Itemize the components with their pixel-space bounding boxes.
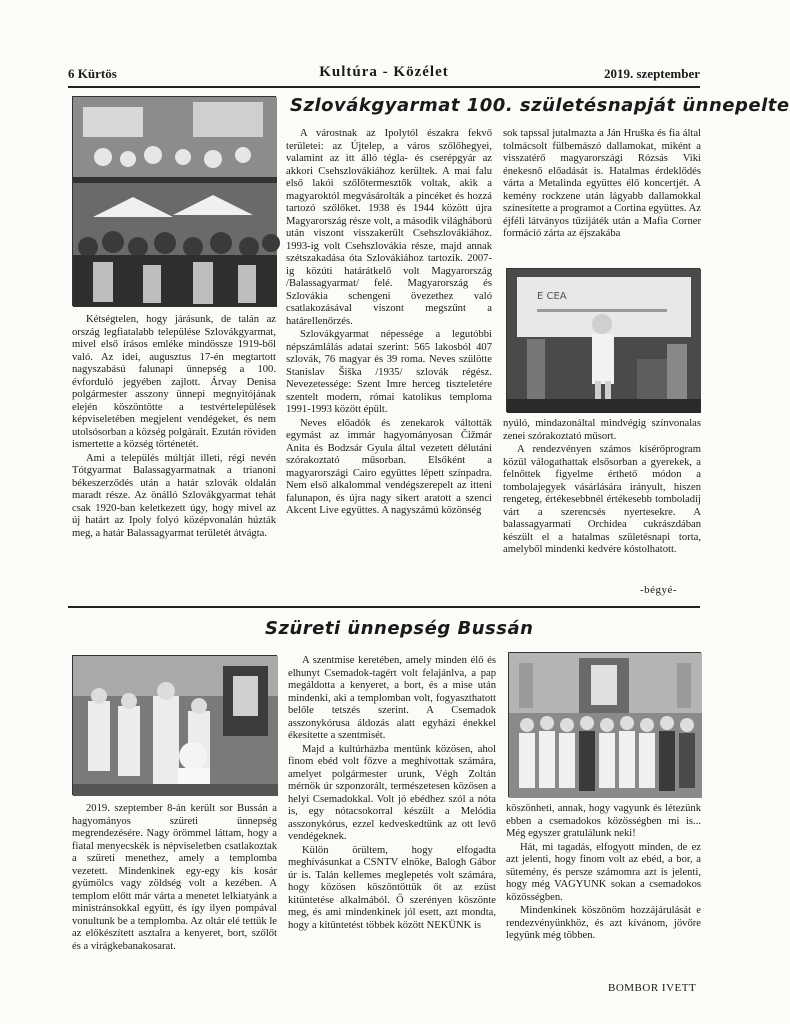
stage-singer-photo [506, 268, 700, 412]
page-header [68, 64, 700, 84]
article1-column-3b [503, 418, 701, 558]
article-divider [68, 606, 700, 608]
article2-signature: BOMBOR IVETT [608, 982, 697, 994]
paragraph: Kétségtelen, hogy járásunk, de talán az ország legfiatalabb települése Szlovákgyarmat, mivel első írásos emléke mindössze 1919-ből való. Az idei, augusztus 17-én megtartott nagyszabású falunapi ünnepség a 100. évforduló jegyében zajlott. Árvay Denisa polgármester asszony ünnepi megnyitójának elején köszöntötte a testvértelepülések képviseletében megjelent vendégeket, és nem utolsósorban a község polgárait. Ezután röviden ismertette a község történetét. [72, 314, 276, 450]
article2-column-2 [288, 655, 496, 933]
article1-column-3a [503, 128, 701, 242]
page-number: 6 Kürtös [68, 66, 117, 81]
procession-photo [72, 655, 277, 795]
section-title: Kultúra - Közélet [319, 64, 449, 80]
paragraph: 2019. szeptember 8-án került sor Bussán a hagyományos szüreti ünnepség megrendezésére. Nagy örömmel láttam, hogy a fiatal menyecskék is népviseletben csatlakoztak a szüreti menethez, amely a templomba vezetett. Mindenkinek egy-egy kis kosár gyümölcs vagy zöldség volt a kezében. A templom előtt már várta a menetet lelkiatyánk a ministránsokkal együtt, és így ilyen pompával vonultunk be a templomba. Az oltár elé tettük le az előkészített asztalra a kenyeret, bort, szőlőt és a virágkebanakosarat. [72, 803, 277, 952]
article2-column-3 [506, 803, 701, 944]
paragraph: sok tapssal jutalmazta a Ján Hruška és fia által tolmácsolt fülbemászó dallamokat, miként a visszatérő magyarországi Rózsás Viki énekesnő előadását is. Hatalmas érdeklődés várta a Metalinda együttes élő koncertjét. A kemény rockzene után lágyabb dallamokkal színesítette a programot a Cortina együttes. Az éjféli látványos tűzijáték után a Mafia Corner formáció zárta az éjszakába [503, 128, 701, 239]
paragraph: Ami a település múltját illeti, régi nevén Tótgyarmat Balassagyarmatnak a trianoni békeszerződés után a határ szlovák oldalán maradt része. Az önálló Szlovákgyarmat tehát csak 1920-ban keletkezett úgy, hogy mivel az új határt az Ipoly folyó középvonalán húzták meg, a határ Balassagyarmat területét átvágta. [72, 452, 276, 539]
paragraph: köszönheti, annak, hogy vagyunk és létezünk ebben a csemadokos közösségben mi is... Még egyszer gratulálunk neki! [506, 803, 701, 839]
paragraph: Hát, mi tagadás, elfogyott minden, de ez azt jelenti, hogy finom volt az ebéd, a bor, a sütemény, és persze számomra azt is jelenti, hogy még VAGYUNK sokan a csemadokos közösségben. [506, 841, 701, 903]
paragraph: A rendezvényen számos kísérőprogram közül válogathattak elsősorban a gyerekek, a felnőttek figyelme érthető módon a tombolajegyek vásárlására irányult, hiszen rengeteg, értékesebbnél értékesebb tomboladíj várt a szerencsés nyertesekre. A balassagyarmati Orchidea cukrászdában készült el a hatalmas születésnapi torta, amelyből mindenki kedvére kóstolhatott. [503, 444, 701, 555]
article2-column-1 [72, 803, 277, 954]
paragraph: Külön örültem, hogy elfogadta meghívásunkat a CSNTV elnöke, Balogh Gábor úr is. Talán kellemes meglepetés volt számára, hogy közösen köszöntöttük őt az ezüst kitüntetése alkalmából. Ő szerényen köszönte meg, és ami mindenkinek jól esett, azt mondta, hogy a kitüntetést többek között NEKÜNK is [288, 844, 496, 931]
paragraph: Neves előadók és zenekarok váltották egymást az immár hagyományosan Čižmár Anita és Bodzsár Gyula által vezetett délutáni szórakoztató műsorban. Elsőként a magyarországi Cairo együttes lépett színpadra. Nem első alkalommal vendégszerepelt az itteni falunapon, és újra nagy sikert aratott a szenci Akcent Live együttes. A nagyszámú közönség [286, 417, 492, 516]
paragraph: nyúló, mindazonáltal mindvégig színvonalas zenei szórakoztató műsort. [503, 418, 701, 442]
article2-title: Szüreti ünnepség Bussán [265, 618, 534, 639]
stage-banner-text: E CEA [537, 291, 567, 302]
article1-signature: -bégyé- [640, 584, 678, 596]
article1-column-1 [72, 314, 276, 541]
article1-title: Szlovákgyarmat 100. születésnapját ünnepelte [290, 95, 790, 116]
paragraph: Majd a kultúrházba mentünk közösen, ahol finom ebéd volt főzve a meghívottak számára, amelyet polgármester urunk, Végh Zoltán mérnök úr szponzorált, természetesen közösen a helyi Csemadokkal. Volt jó ebédhez szól a nóta is, egy nótacsokorral készült a Melódia asszonykórus, ezzel kedveskedtünk az ott levő vendégeknek. [288, 743, 496, 842]
paragraph: A várostnak az Ipolytól északra fekvő területei: az Újtelep, a város szőlőhegyei, valamint az itt álló tégla- és cserépgyár az akkori Csehszlovákiához kerültek. A mai falu első lakói szőlőtermesztők voltak, akik a magyaroktól megvásárolták a pincéket és hozzá tartozó szőlőket. 1938 és 1944 között újra Magyarország része volt, a második világháború után viszont visszakerült Csehszlovákiához. 1993-ig volt Csehszlovákia része, majd annak szétszakadása óta Szlovákiához tartozik. 2007-ig közúti határátkelő volt Magyarország /Balassagyarmat/ felé. Magyarország és Szlovákia schengeni övezethez való csatlakozásával viszont megszűnt a határellenőrzés. [286, 128, 492, 327]
paragraph: Szlovákgyarmat népessége a legutóbbi népszámlálás adatai szerint: 565 lakosból 407 szlovák, 76 magyar és 39 roma. Neves szülötte Stanislav Šiška /1935/ szlovák régész. Nevezetessége: Szent Imre herceg tiszteletére szentelt modern, római katolikus temploma 1991-1993 között épült. [286, 329, 492, 415]
paragraph: A szentmise keretében, amely minden élő és elhunyt Csemadok-tagért volt felajánlva, a pap megáldotta a kenyeret, a bort, és a mise után mindenki, aki a templomban volt, fogyaszthatott belőle tetszés szerint. A Csemadok asszonykórusa áldozás alatt egyházi énekkel ékesítette a szentmisét. [288, 655, 496, 741]
festival-crowd-photo [72, 96, 276, 306]
paragraph: Mindenkinek köszönöm hozzájárulását e rendezvényünkhöz, és azt kívánom, jövőre legyünk még többen. [506, 905, 701, 941]
issue-date: 2019. szeptember [603, 66, 700, 81]
article1-column-2 [286, 128, 492, 519]
church-group-photo [508, 652, 701, 797]
header-rule [68, 86, 700, 88]
